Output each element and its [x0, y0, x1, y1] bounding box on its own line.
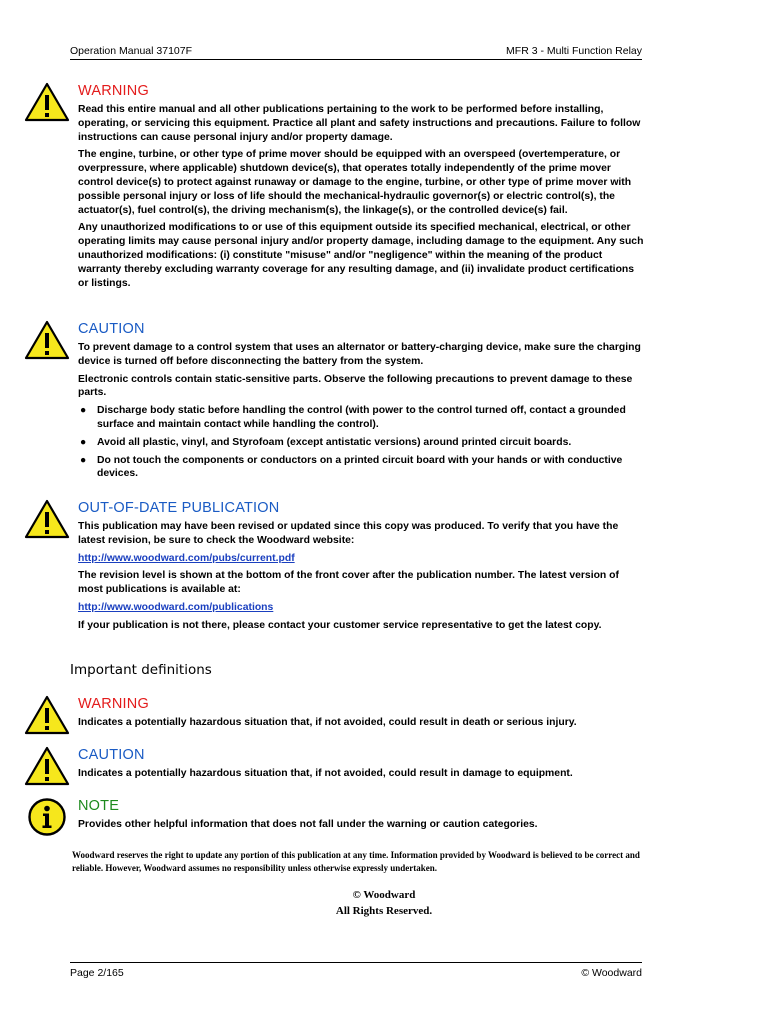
- definition-note-title: NOTE: [78, 798, 120, 814]
- definition-caution-text: Indicates a potentially hazardous situation that, if not avoided, could result in damage to equipment.: [78, 768, 573, 779]
- caution-bullet: [78, 454, 644, 482]
- warning-triangle-icon: [24, 499, 70, 539]
- page-footer: [70, 967, 642, 979]
- footer-rule: [70, 962, 642, 963]
- copyright-line: © Woodward: [352, 889, 416, 901]
- caution-paragraph: To prevent damage to a control system that uses an alternator or battery-charging device, make sure the charging device is turned off before disconnecting the battery from the system.: [78, 342, 641, 367]
- bullet-text: Do not touch the components or conductors on a printed circuit board with your hands or with conductive devices.: [97, 454, 623, 480]
- page-header: [70, 45, 642, 57]
- definition-caution-title: CAUTION: [78, 747, 145, 763]
- current-pdf-link[interactable]: http://www.woodward.com/pubs/current.pdf: [78, 552, 295, 564]
- bullet-text: Avoid all plastic, vinyl, and Styrofoam (except antistatic versions) around printed circuit boards.: [97, 436, 572, 448]
- caution-title: CAUTION: [78, 321, 145, 337]
- warning-triangle-icon: [24, 320, 70, 360]
- caution-paragraph: Electronic controls contain static-sensitive parts. Observe the following precautions to prevent damage to these parts.: [78, 373, 633, 399]
- info-circle-icon: [27, 797, 67, 837]
- definition-note: [24, 797, 644, 836]
- bullet-icon: ●: [80, 436, 87, 448]
- publication-paragraph: The revision level is shown at the bottom of the front cover after the publication number. The latest version of most publications is available at:: [78, 570, 619, 596]
- definition-warning-title: WARNING: [78, 696, 149, 712]
- publications-link[interactable]: http://www.woodward.com/publications: [78, 601, 274, 613]
- warning-paragraph: Any unauthorized modifications to or use of this equipment outside its specified mechanical, electrical, or other operating limits may cause personal injury and/or property damage, including damage to the equipment. Any such unauthorized modifications: (i) constitute "misuse" and/or "negligence" within the meaning of the product warranty thereby excluding warranty coverage for any resulting damage, and (ii) invalidate product certifications or listings.: [78, 222, 644, 289]
- definitions-heading: Important definitions: [70, 662, 212, 678]
- header-doc-number: Operation Manual 37107F: [70, 45, 192, 57]
- warning-triangle-icon: [24, 746, 70, 786]
- warning-block: [24, 82, 644, 294]
- definition-caution: [24, 746, 644, 785]
- warning-triangle-icon: [24, 695, 70, 735]
- footer-copyright: © Woodward: [581, 967, 642, 979]
- warning-triangle-icon: [24, 82, 70, 122]
- bullet-text: Discharge body static before handling the control (with power to the control turned off, contact a grounded surface and maintain contact while handling the control).: [97, 405, 626, 430]
- caution-block: [24, 320, 644, 485]
- header-rule: [70, 59, 642, 60]
- header-product-name: MFR 3 - Multi Function Relay: [506, 45, 642, 57]
- definition-warning-text: Indicates a potentially hazardous situation that, if not avoided, could result in death or serious injury.: [78, 717, 577, 728]
- definition-note-text: Provides other helpful information that does not fall under the warning or caution categories.: [78, 819, 538, 830]
- publication-paragraph: This publication may have been revised or updated since this copy was produced. To verify that you have the latest revision, be sure to check the Woodward website:: [78, 521, 619, 546]
- bullet-icon: ●: [80, 454, 87, 466]
- publication-paragraph: If your publication is not there, please contact your customer service representative to get the latest copy.: [78, 619, 602, 631]
- warning-paragraph: The engine, turbine, or other type of prime mover should be equipped with an overspeed (overtemperature, or overpressure, where applicable) shutdown device(s), that operates totally independently of the prime mover control device(s) to protect against runaway or damage to the engine, turbine, or other type of prime mover with possible personal injury or loss of life should the mechanical-hydraulic governor(s) or electric control(s), the actuator(s), fuel control(s), the driving mechanism(s), the linkage(s), or the controlled device(s) fail.: [78, 149, 632, 216]
- publication-block: [24, 499, 644, 637]
- caution-bullet: [78, 436, 644, 450]
- warning-title: WARNING: [78, 83, 149, 99]
- definition-warning: [24, 695, 644, 734]
- legal-disclaimer: Woodward reserves the right to update any portion of this publication at any time. Information provided by Woodward is believed to be correct and reliable. However, Woodward assumes no responsibility unless otherwise expressly undertaken.: [72, 850, 640, 873]
- page-number: Page 2/165: [70, 967, 124, 979]
- bullet-icon: ●: [80, 405, 87, 417]
- warning-paragraph: Read this entire manual and all other publications pertaining to the work to be performed before installing, operating, or servicing this equipment. Practice all plant and safety instructions and precautions. Failure to follow instructions can cause personal injury and/or property damage.: [78, 104, 641, 143]
- publication-title: OUT-OF-DATE PUBLICATION: [78, 500, 280, 516]
- caution-bullet: [78, 404, 644, 432]
- rights-reserved-line: All Rights Reserved.: [335, 905, 433, 917]
